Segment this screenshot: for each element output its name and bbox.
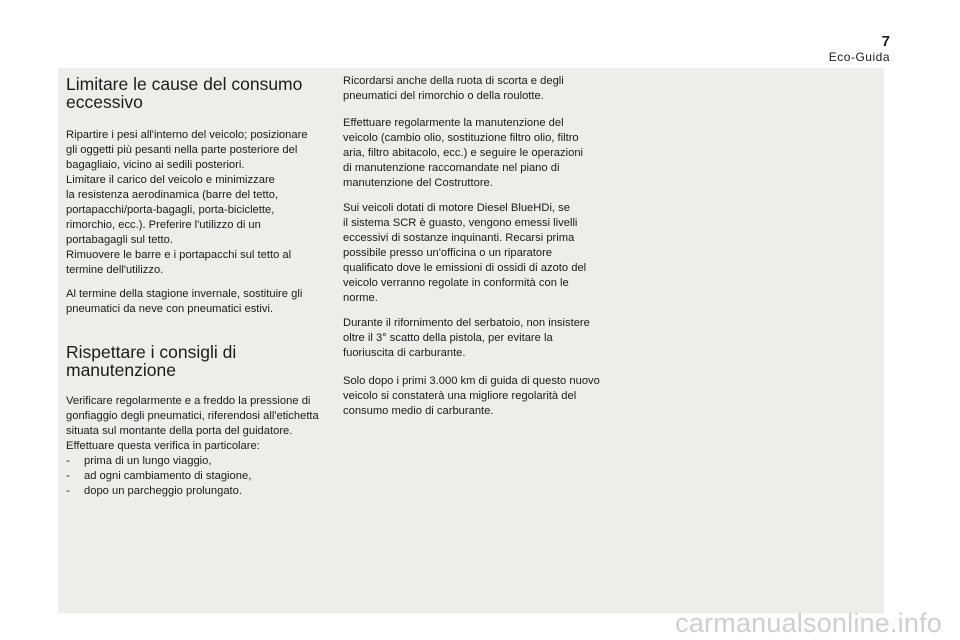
left-column bbox=[66, 68, 328, 499]
verifica-list bbox=[66, 454, 328, 499]
paragraph-primi-km: Solo dopo i primi 3.000 km di guida di questo nuovo veicolo si constaterà una migliore regolarità del consumo medio di carburante. bbox=[343, 375, 600, 417]
paragraph-pesi: Ripartire i pesi all'interno del veicolo; posizionare gli oggetti più pesanti nella parte posteriore del bagagliaio, vicino ai sedili posteriori. Limitare il carico del veicolo e minimizzare la resistenza aerodinamica (barre del tetto, portapacchi/porta-bagagli, porta-biciclette, rimorchio, ecc.). Preferire l'utilizzo di un portabagagli sul tetto. Rimuovere le barre e i portapacchi sul tetto al termine dell'utilizzo. bbox=[66, 129, 308, 276]
paragraph-manutenzione-veicolo: Effettuare regolarmente la manutenzione del veicolo (cambio olio, sostituzione filtro olio, filtro aria, filtro abitacolo, ecc.) e seguire le operazioni di manutenzione raccomandate nel piano di manutenzione del Costruttore. bbox=[343, 117, 584, 189]
list-item: - ad ogni cambiamento di stagione, bbox=[66, 470, 252, 482]
page-number: 7 bbox=[881, 33, 890, 50]
paragraph-pressione: Verificare regolarmente e a freddo la pressione di gonfiaggio degli pneumatici, riferendosi all'etichetta situata sul montante della porta del guidatore. Effettuare questa verifica in particolare: bbox=[66, 395, 319, 452]
right-column bbox=[343, 68, 605, 419]
section-title: Eco-Guida bbox=[828, 50, 890, 64]
watermark: carmanualsonline.info bbox=[675, 608, 942, 638]
paragraph-pneumatici-invernali: Al termine della stagione invernale, sostituire gli pneumatici da neve con pneumatici estivi. bbox=[66, 288, 303, 315]
paragraph-ruota-scorta: Ricordarsi anche della ruota di scorta e degli pneumatici del rimorchio o della roulotte. bbox=[343, 75, 564, 102]
heading-consumo: Limitare le cause del consumo eccessivo bbox=[66, 74, 303, 112]
paragraph-bluehdi: Sui veicoli dotati di motore Diesel BlueHDi, se il sistema SCR è guasto, vengono emessi livelli eccessivi di sostanze inquinanti. Recarsi prima possibile presso un'officina o un riparatore qualificato dove le emissioni di ossidi di azoto del veicolo verranno regolate in conformità con le norme. bbox=[343, 202, 587, 304]
paragraph-rifornimento: Durante il rifornimento del serbatoio, non insistere oltre il 3° scatto della pistola, per evitare la fuoriuscita di carburante. bbox=[343, 317, 590, 359]
list-item: - prima di un lungo viaggio, bbox=[66, 455, 212, 467]
content-panel bbox=[58, 68, 884, 613]
list-item: - dopo un parcheggio prolungato. bbox=[66, 485, 242, 497]
heading-manutenzione: Rispettare i consigli di manutenzione bbox=[66, 342, 237, 380]
